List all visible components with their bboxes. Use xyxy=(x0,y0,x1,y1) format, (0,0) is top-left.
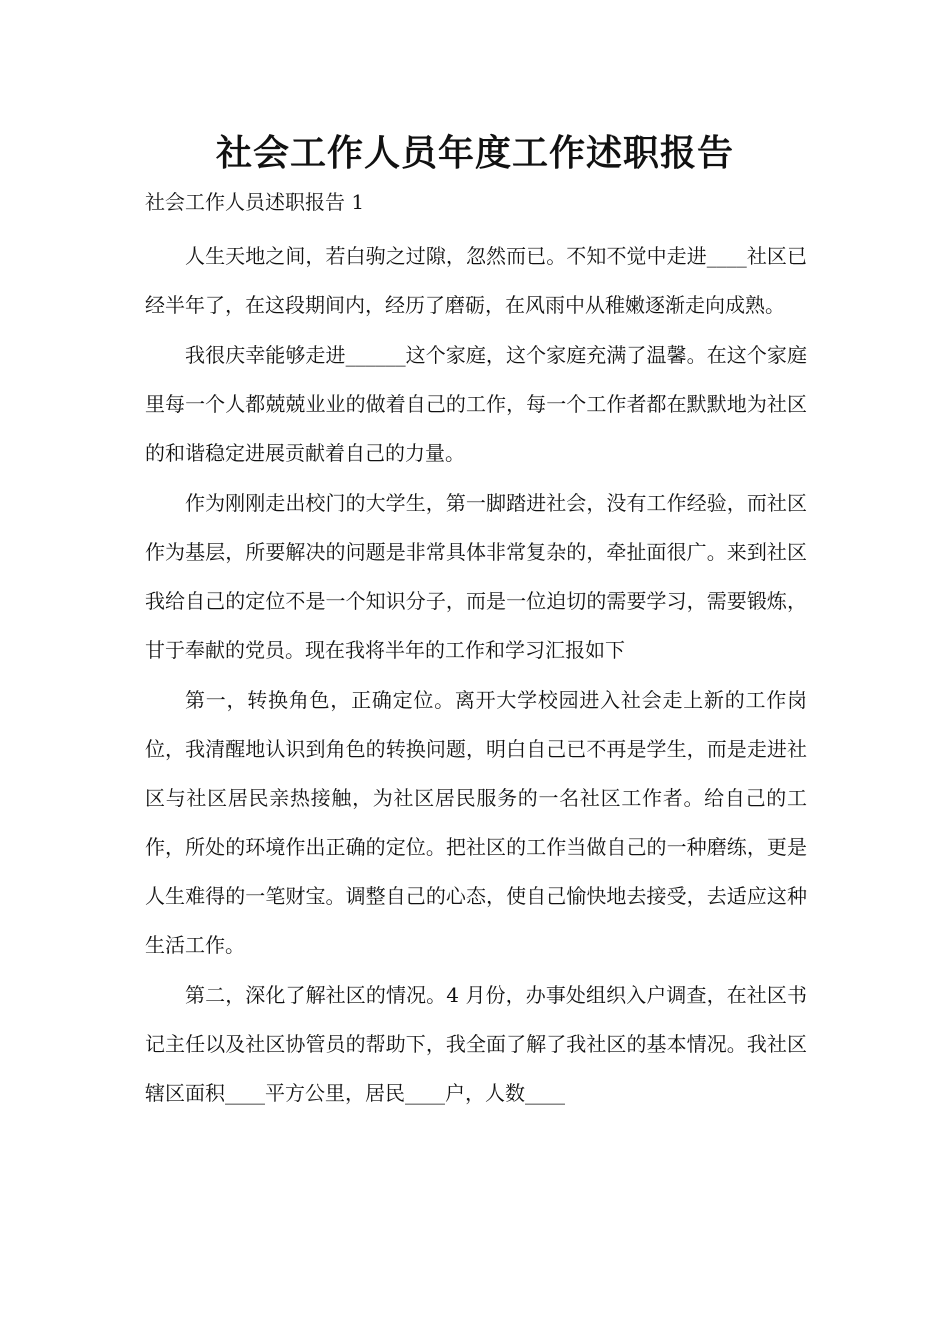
paragraph-1: 人生天地之间，若白驹之过隙，忽然而已。不知不觉中走进____社区已经半年了，在这段期间内，经历了磨砺，在风雨中从稚嫩逐渐走向成熟。 xyxy=(145,244,807,317)
paragraph-3: 作为刚刚走出校门的大学生，第一脚踏进社会，没有工作经验，而社区作为基层，所要解决的问题是非常具体非常复杂的，牵扯面很广。来到社区我给自己的定位不是一个知识分子，而是一位迫切的需要学习，需要锻炼，甘于奉献的党员。现在我将半年的工作和学习汇报如下 xyxy=(145,491,807,662)
document-body xyxy=(145,232,807,1118)
paragraph-2: 我很庆幸能够走进______这个家庭，这个家庭充满了温馨。在这个家庭里每一个人都兢兢业业的做着自己的工作，每一个工作者都在默默地为社区的和谐稳定进展贡献着自己的力量。 xyxy=(145,343,807,465)
report-subtitle: 社会工作人员述职报告 1 xyxy=(145,190,365,214)
document-title: 社会工作人员年度工作述职报告 xyxy=(215,133,734,174)
paragraph-5: 第二，深化了解社区的情况。4 月份，办事处组织入户调查，在社区书记主任以及社区协管员的帮助下，我全面了解了我社区的基本情况。我社区辖区面积____平方公里，居民____户，人数____ xyxy=(145,983,807,1105)
paragraph-4: 第一，转换角色，正确定位。离开大学校园进入社会走上新的工作岗位，我清醒地认识到角色的转换问题，明白自己已不再是学生，而是走进社区与社区居民亲热接触，为社区居民服务的一名社区工作者。给自己的工作，所处的环境作出正确的定位。把社区的工作当做自己的一种磨练，更是人生难得的一笔财宝。调整自己的心态，使自己愉快地去接受，去适应这种生活工作。 xyxy=(145,688,807,957)
